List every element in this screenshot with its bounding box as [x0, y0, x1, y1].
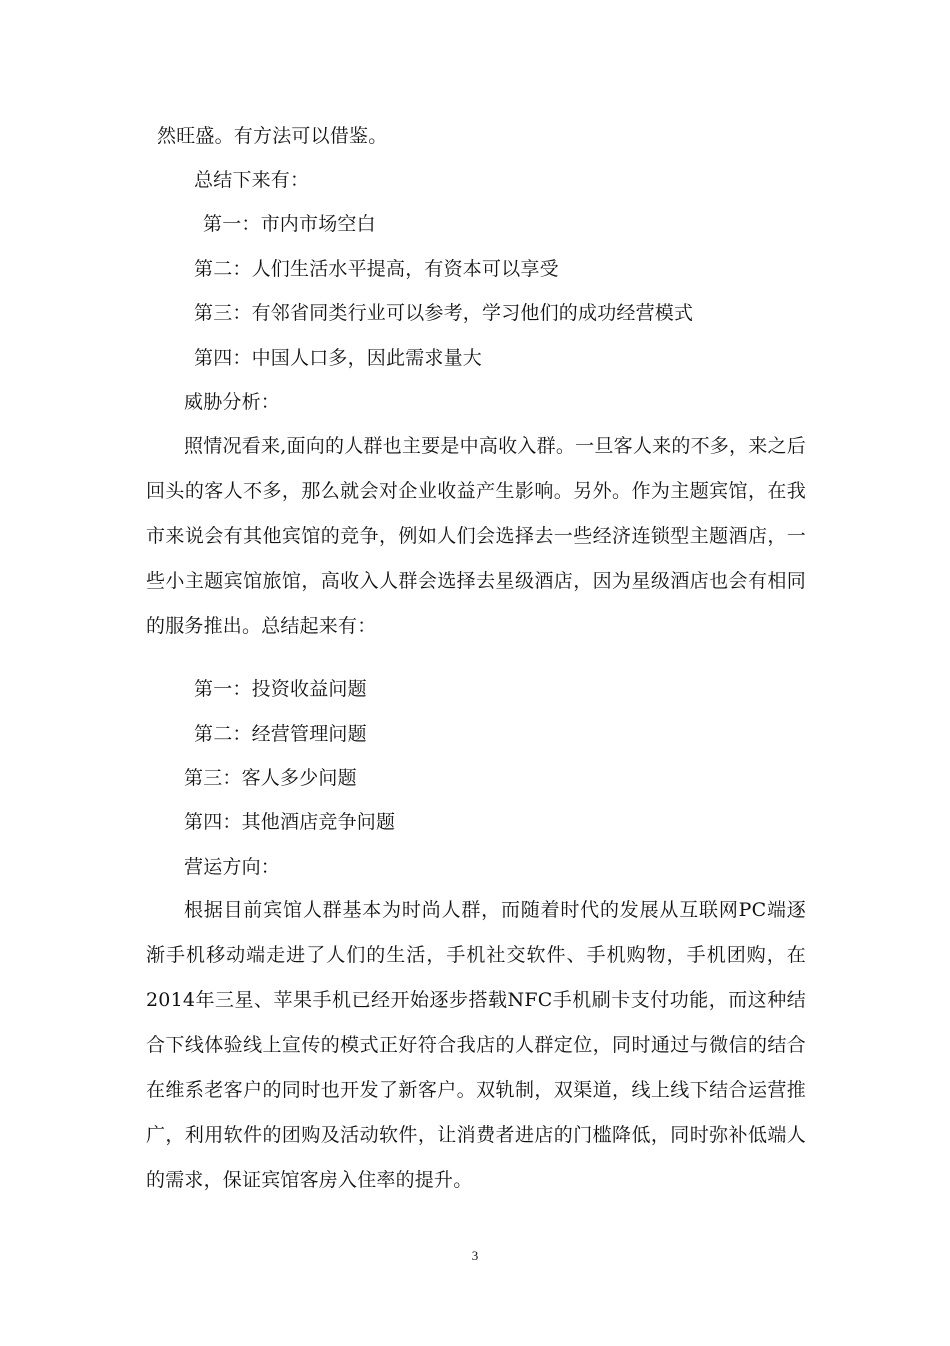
threat-paragraph: 照情况看来,面向的人群也主要是中高收入群。一旦客人来的不多，来之后回头的客人不多，那么就会对企业收益产生影响。另外。作为主题宾馆，在我市来说会有其他宾馆的竞争，例如人们会选择去一些经济连锁型主题酒店，一些小主题宾馆旅馆，高收入人群会选择去星级酒店，因为星级酒店也会有相同的服务推出。总结起来有： — [146, 435, 806, 637]
threat-item-1: 第一：投资收益问题 — [194, 678, 367, 700]
summary-heading: 总结下来有： — [194, 169, 310, 191]
opportunity-item-2: 第二：人们生活水平提高，有资本可以享受 — [194, 258, 559, 280]
opportunity-item-4: 第四：中国人口多，因此需求量大 — [194, 347, 483, 369]
threat-item-4: 第四：其他酒店竞争问题 — [184, 811, 396, 833]
threat-item-2: 第二：经营管理问题 — [194, 723, 367, 745]
threat-heading: 威胁分析： — [184, 391, 281, 413]
direction-heading: 营运方向： — [184, 856, 281, 878]
page-number: 3 — [471, 1248, 479, 1263]
opportunity-item-3: 第三：有邻省同类行业可以参考，学习他们的成功经营模式 — [194, 302, 694, 324]
opportunity-item-1: 第一：市内市场空白 — [203, 213, 376, 235]
direction-paragraph: 根据目前宾馆人群基本为时尚人群，而随着时代的发展从互联网PC端逐渐手机移动端走进了人们的生活，手机社交软件、手机购物，手机团购，在2014年三星、苹果手机已经开始逐步搭载NFC手机刷卡支付功能，而这种结合下线体验线上宣传的模式正好符合我店的人群定位，同时通过与微信的结合在维系老客户的同时也开发了新客户。双轨制，双渠道，线上线下结合运营推广，利用软件的团购及活动软件，让消费者进店的门槛降低，同时弥补低端人的需求，保证宾馆客房入住率的提升。 — [146, 899, 806, 1191]
opening-line: 然旺盛。有方法可以借鉴。 — [157, 125, 388, 147]
threat-item-3: 第三：客人多少问题 — [184, 767, 357, 789]
